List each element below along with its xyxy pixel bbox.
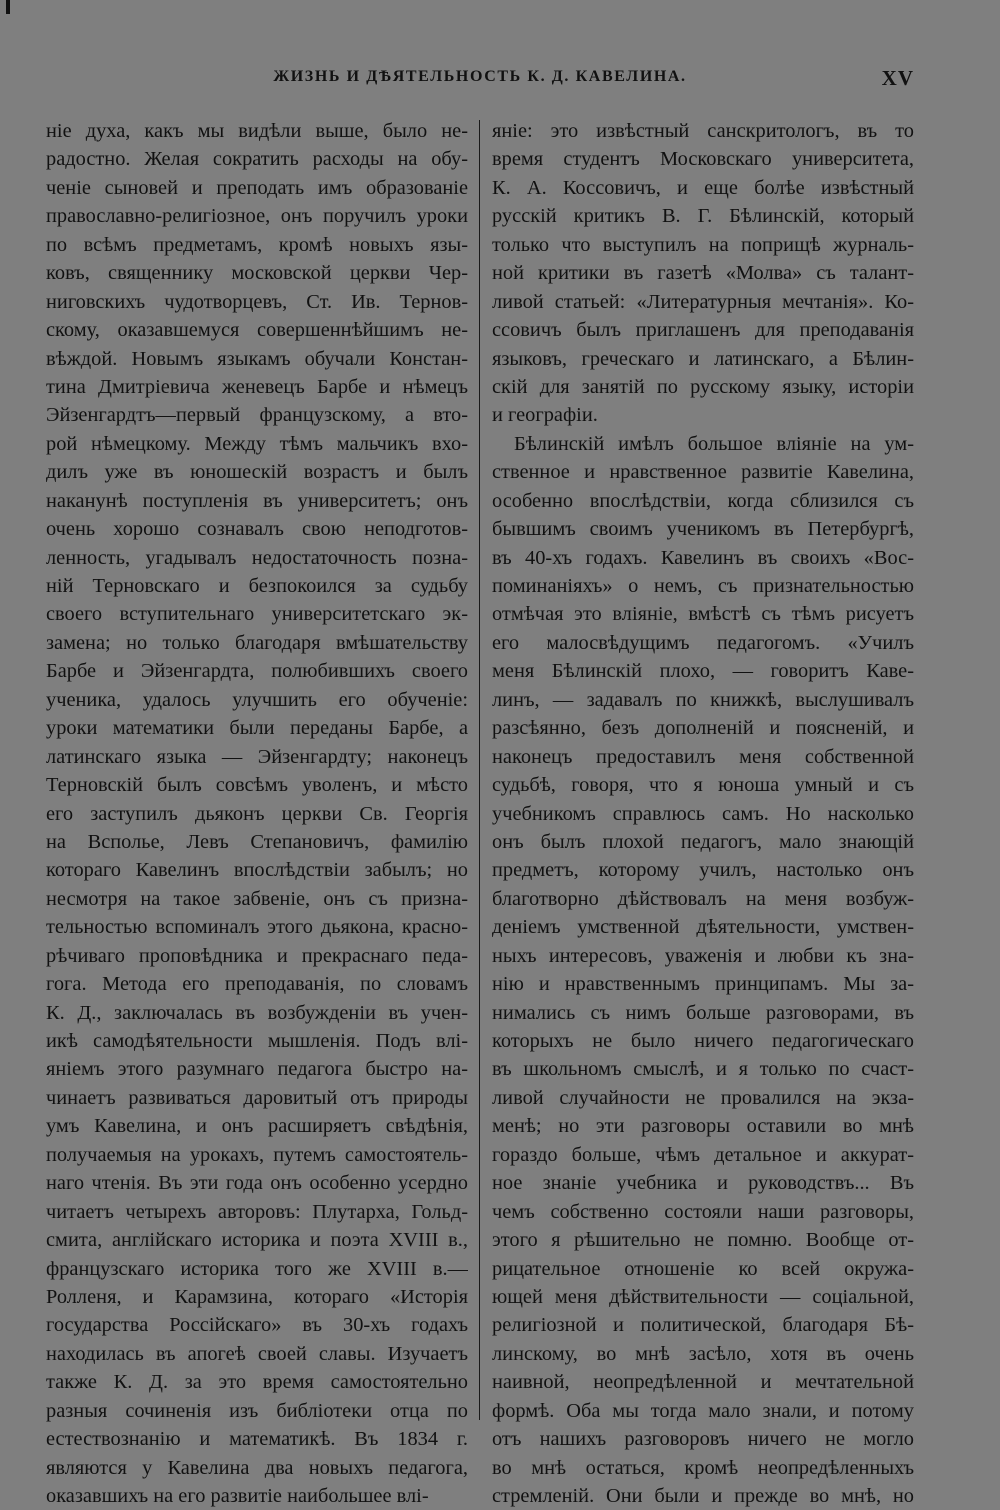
text-line: линскому, во мнѣ засѣло, хотя въ очень [492,1342,914,1365]
text-line: Барбе и Эйзенгардта, полюбившихъ своего [46,660,468,683]
text-line: ливой статьей: «Литературныя мечтанія». Ко- [492,290,914,313]
text-line: несмотря на такое забвеніе, онъ съ призна- [46,887,468,910]
text-line: дилъ уже въ юношескій возрастъ и былъ [46,461,468,484]
text-line: поминаніяхъ» о немъ, съ признательностью [492,575,914,597]
text-line: скій для занятій по русскому языку, исторіи [492,375,914,398]
text-line: въ 40-хъ годахъ. Кавелинъ въ своихъ «Вос- [492,546,914,569]
text-line: и географіи. [492,404,598,427]
text-line: его заступилъ дьяконъ церкви Св. Георгія [46,802,468,825]
text-line: нію и нравственнымъ принципамъ. Мы за- [492,973,914,996]
text-line: своего вступительнаго университетскаго эк- [46,603,468,626]
text-line: замена; но только благодаря вмѣшательству [46,631,468,654]
page-number: XV [881,66,914,90]
text-line: онъ былъ плохой педагогъ, мало знающій [492,830,914,853]
text-line: смита, англійскаго историка и поэта XVIII в., [46,1229,468,1252]
text-line: особенно впослѣдствіи, когда сблизился съ [492,489,914,512]
text-line: ученика, удалось улучшить его обученіе: [46,688,468,711]
text-line: линъ, — задавалъ по книжкѣ, выслушивалъ [492,688,914,711]
text-line: предметъ, которому училъ, настолько онъ [492,859,914,882]
text-line: рѣчиваго проповѣдника и прекраснаго педа- [46,944,468,967]
text-line: во мнѣ остаться, кромѣ неопредѣленныхъ [492,1456,914,1479]
text-line: находилась въ апогеѣ своей славы. Изучаетъ [46,1342,468,1365]
text-line: также К. Д. за это время самостоятельно [46,1371,468,1394]
text-line: менѣ; но эти разговоры оставили во мнѣ [492,1115,914,1138]
text-line: тельностью вспоминалъ этого дьякона, красно- [46,916,468,939]
text-line: языковъ, греческаго и латинскаго, а Бѣлин- [492,347,914,370]
text-line: латинскаго языка — Эйзенгардту; наконецъ [46,745,468,768]
text-line: рой нѣмецкому. Между тѣмъ мальчикъ вхо- [46,432,468,455]
text-line: его малосвѣдущимъ педагогомъ. «Училъ [492,631,914,654]
text-line: ченіе сыновей и преподать имъ образованіе [46,176,468,199]
text-line: Ролленя, и Карамзина, котораго «Исторія [46,1285,468,1308]
running-title: ЖИЗНЬ И ДѢЯТЕЛЬНОСТЬ К. Д. КАВЕЛИНА. [273,68,687,85]
right-text-column [492,117,914,1510]
text-line: православно-религіозное, онъ поручилъ уроки [46,205,468,228]
page-header [46,62,914,92]
text-line: вѣждой. Новымъ языкамъ обучали Констан- [46,347,468,370]
text-line: деніемъ умственной дѣятельности, умствен- [492,916,914,939]
page-edge-mark [6,0,10,14]
text-line: благотворно дѣйствовалъ на меня возбуж- [492,887,914,910]
left-text-column [46,117,468,1510]
text-line: ленность, угадывалъ недостаточность позна- [46,546,468,569]
text-line: разныя сочиненія изъ библіотеки отца по [46,1399,468,1422]
text-line: бывшимъ своимъ ученикомъ въ Петербургѣ, [492,518,914,541]
text-line: рицательное отношеніе ко всей окружа- [492,1257,914,1280]
text-line: гораздо больше, чѣмъ детальное и аккурат- [492,1143,914,1166]
text-line: ное знаніе учебника и руководствъ... Въ [492,1172,914,1195]
text-line: отмѣчая это вліяніе, вмѣстѣ съ тѣмъ рисуетъ [492,603,914,626]
text-line: наго чтенія. Въ эти года онъ особенно усердно [46,1172,468,1195]
text-line: въ школьномъ смыслѣ, и я только по счаст- [492,1058,914,1081]
text-line: читаетъ четырехъ авторовъ: Плутарха, Гольд- [46,1200,468,1223]
text-line: естествознанію и математикѣ. Въ 1834 г. [46,1428,468,1451]
text-line: гога. Метода его преподаванія, по словамъ [46,973,468,996]
text-line: радостно. Желая сократить расходы на обу- [46,148,468,171]
text-line: являются у Кавелина два новыхъ педагога, [46,1456,468,1479]
text-line: формѣ. Оба мы тогда мало знали, и потому [492,1399,914,1422]
text-line: французскаго историка того же XVIII в.— [46,1257,468,1280]
text-line: религіозной и политической, благодаря Бѣ- [492,1314,914,1337]
text-line: ныхъ интересовъ, уваженія и любви къ зна- [492,944,914,967]
text-line: только что выступилъ на поприщѣ журналь- [492,233,914,256]
text-line: ній Терновскаго и безпокоился за судьбу [46,575,468,597]
text-line: чинаетъ развиваться даровитый отъ природы [46,1086,468,1109]
text-line: яніемъ этого разумнаго педагога быстро на- [46,1058,468,1081]
text-line: оказавшихъ на его развитіе наибольшее влі- [46,1485,429,1507]
text-line: учебникомъ справлюсь самъ. Но насколько [492,802,914,825]
text-line: ющей меня дѣйствительности — соціальной, [492,1285,914,1308]
text-line: икѣ самодѣятельности мышленія. Подъ влі- [46,1030,468,1052]
text-line: ственное и нравственное развитіе Кавелина, [492,461,914,484]
text-line: очень хорошо сознавалъ свою неподготов- [46,518,468,541]
text-line: ніе духа, какъ мы видѣли выше, было не- [46,120,468,142]
text-line: получаемыя на урокахъ, путемъ самостоятель- [46,1143,468,1166]
text-line: ссовичъ былъ приглашенъ для преподаванія [492,319,914,342]
text-line: чемъ собственно состояли наши разговоры, [492,1200,914,1223]
text-line: наканунѣ поступленія въ университетъ; онъ [46,489,468,512]
text-line: ной критики въ газетѣ «Молва» съ талант- [492,262,914,285]
text-line: тина Дмитріевича женевецъ Барбе и нѣмецъ [46,375,468,398]
text-line: наконецъ предоставилъ меня собственной [492,745,914,768]
text-line: Бѣлинскій имѣлъ большое вліяніе на ум- [514,432,914,455]
text-line: наивной, неопредѣленной и мечтательной [492,1371,914,1394]
text-line: на Всполье, Левъ Степановичъ, фамилію [46,830,468,853]
text-line: отъ нашихъ разговоровъ ничего не могло [492,1428,914,1451]
text-line: меня Бѣлинскій плохо, — говоритъ Каве- [492,660,914,683]
text-line: ниговскихъ чудотворцевъ, Ст. Ив. Тернов- [46,290,468,313]
text-line: время студентъ Московскаго университета, [492,148,914,171]
text-line: ливой случайности не провалился на экза- [492,1086,914,1109]
text-line: котораго Кавелинъ впослѣдствіи забылъ; но [46,859,468,882]
text-line: уроки математики были переданы Барбе, а [46,717,468,740]
text-line: разсѣянно, безъ дополненій и поясненій, и [492,717,914,740]
text-line: Эйзенгардтъ—первый французскому, а вто- [46,404,468,427]
text-line: по всѣмъ предметамъ, кромѣ новыхъ язы- [46,233,468,256]
text-line: ковъ, священнику московской церкви Чер- [46,262,468,285]
text-line: судьбѣ, говоря, что я юноша умный и съ [492,774,914,797]
text-line: К. А. Коссовичъ, и еще болѣе извѣстный [492,176,914,199]
column-divider [479,120,480,1420]
text-line: Терновскій былъ совсѣмъ уволенъ, и мѣсто [46,774,468,797]
text-line: этого я рѣшительно не помню. Вообще от- [492,1229,914,1252]
text-line: стремленій. Они были и прежде во мнѣ, но [492,1485,914,1507]
text-line: яніе: это извѣстный санскритологъ, въ то [492,120,914,142]
text-line: нимались съ нимъ больше разговорами, въ [492,1001,914,1024]
text-line: умъ Кавелина, и онъ расширяетъ свѣдѣнія, [46,1115,468,1138]
text-line: скому, оказавшемуся совершеннѣйшимъ не- [46,319,468,342]
text-line: которыхъ не было ничего педагогическаго [492,1030,914,1052]
text-line: К. Д., заключалась въ возбужденіи въ учен- [46,1001,468,1024]
text-line: государства Россійскаго» въ 30-хъ годахъ [46,1314,468,1337]
text-line: русскій критикъ В. Г. Бѣлинскій, который [492,205,914,228]
